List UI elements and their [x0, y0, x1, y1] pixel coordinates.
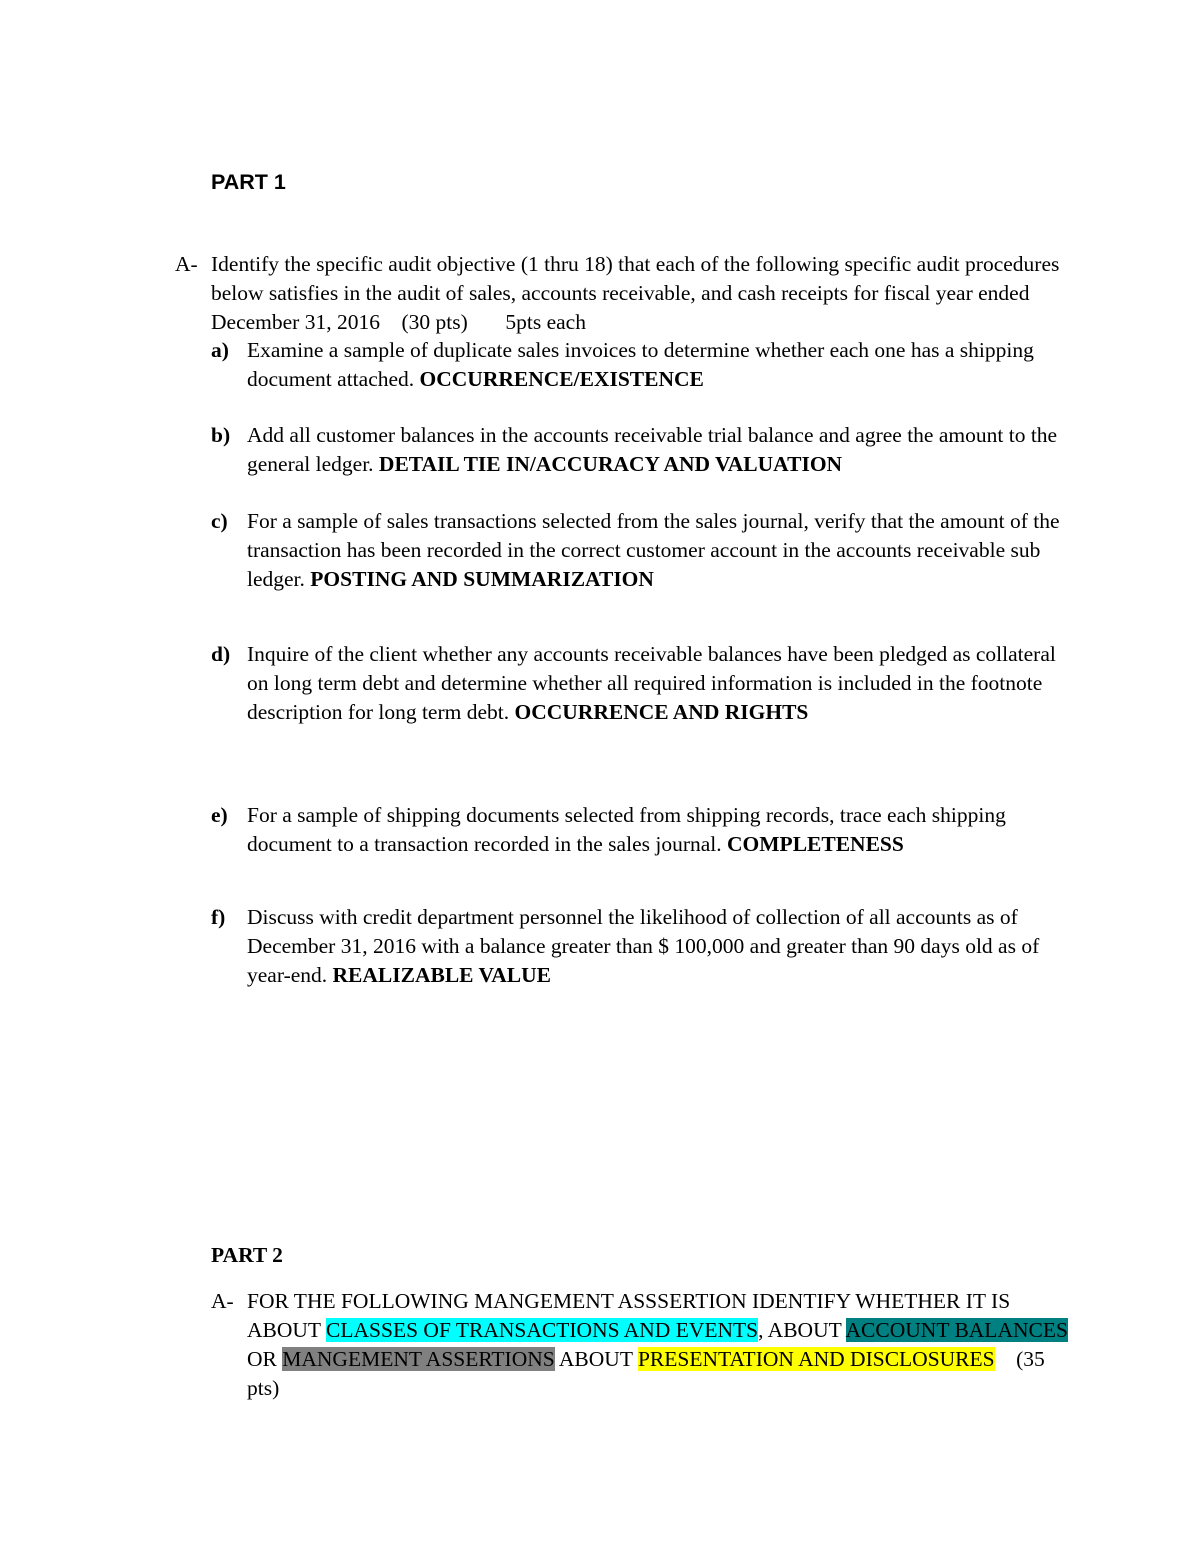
part1-item-a: [175, 250, 1065, 337]
question-letter: f): [211, 905, 226, 929]
question-text: [247, 903, 1071, 990]
question-answer: OCCURRENCE AND RIGHTS: [514, 700, 809, 724]
question-prompt: For a sample of sales transactions selected from the sales journal, verify that the amount of the transaction has been recorded in the correct customer account in the accounts receivable sub ledger.: [247, 509, 1060, 591]
question-answer: COMPLETENESS: [727, 832, 904, 856]
part2-text-4: ABOUT: [554, 1347, 638, 1371]
question-text: [247, 336, 1071, 394]
question-text: [247, 801, 1071, 859]
question-prompt: For a sample of shipping documents selected from shipping records, trace each shipping document to a transaction recorded in the sales journal.: [247, 803, 1006, 856]
question-letter: a): [211, 338, 229, 362]
question-prompt: Discuss with credit department personnel the likelihood of collection of all accounts as of December 31, 2016 with a balance greater than $ 100,000 and greater than 90 days old as of year-end.: [247, 905, 1040, 987]
question-answer: OCCURRENCE/EXISTENCE: [419, 367, 704, 391]
question-a: [211, 336, 1071, 394]
part2-text: [247, 1287, 1074, 1403]
question-answer: REALIZABLE VALUE: [332, 963, 551, 987]
part2-text-3: OR: [247, 1318, 1074, 1371]
part2-heading: PART 2: [211, 1243, 283, 1267]
question-letter: b): [211, 423, 231, 447]
question-prompt: Add all customer balances in the accounts receivable trial balance and agree the amount to the general ledger.: [247, 423, 1058, 476]
part1-heading: PART 1: [211, 170, 286, 194]
part1-item-marker: A-: [175, 252, 198, 276]
question-text: [247, 640, 1071, 727]
question-letter: c): [211, 509, 228, 533]
highlight-account-balances: ACCOUNT BALANCES: [845, 1318, 1068, 1342]
part1-intro: Identify the specific audit objective (1 thru 18) that each of the following specific audit procedures below satisfies in the audit of sales, accounts receivable, and cash receipts for fiscal year ended December 31, 2016 (30 pts) 5pts each: [211, 252, 1065, 334]
question-answer: POSTING AND SUMMARIZATION: [310, 567, 654, 591]
part2-text-5: (35 pts): [247, 1347, 1051, 1400]
question-e: [211, 801, 1071, 859]
part2-text-2: , ABOUT: [758, 1318, 846, 1342]
question-b: [211, 421, 1071, 479]
question-text: [247, 507, 1071, 594]
question-prompt: Inquire of the client whether any accounts receivable balances have been pledged as collateral on long term debt and determine whether all required information is included in the footnote description for long term debt.: [247, 642, 1056, 724]
question-letter: d): [211, 642, 231, 666]
question-letter: e): [211, 803, 228, 827]
question-d: [211, 640, 1071, 727]
question-text: [247, 421, 1071, 479]
highlight-classes-of-transactions: CLASSES OF TRANSACTIONS AND EVENTS: [326, 1318, 759, 1342]
question-f: [211, 903, 1071, 990]
part2-item-a: [211, 1287, 1074, 1403]
question-answer: DETAIL TIE IN/ACCURACY AND VALUATION: [378, 452, 843, 476]
highlight-presentation-disclosures: PRESENTATION AND DISCLOSURES: [637, 1347, 995, 1371]
question-c: [211, 507, 1071, 594]
part2-item-marker: A-: [211, 1289, 234, 1313]
part2-text-1: FOR THE FOLLOWING MANGEMENT ASSSERTION IDENTIFY WHETHER IT IS ABOUT: [247, 1289, 1015, 1342]
highlight-management-assertions: MANGEMENT ASSERTIONS: [282, 1347, 555, 1371]
question-prompt: Examine a sample of duplicate sales invoices to determine whether each one has a shipping document attached.: [247, 338, 1034, 391]
